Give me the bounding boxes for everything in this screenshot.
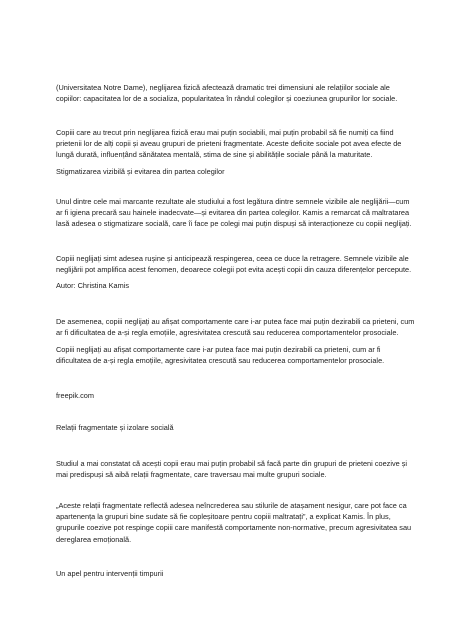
paragraph-quote-kamis [56,500,436,545]
paragraph-behaviors-repeat [56,344,436,366]
paragraph-behaviors [56,316,436,338]
text-line: freepik.com [56,391,94,400]
section-heading-fragmented [56,422,436,433]
text-line: prietenii lor de alți copii și aveau grupuri de prieteni fragmentate. Aceste deficite sociale pot avea efecte de [56,139,402,149]
text-line: copiilor: capacitatea lor de a socializa, popularitatea în rândul colegilor și coeziunea grupurilor lor sociale. [56,94,398,104]
text-line: lasă adesea o stigmatizare socială, care îi face pe colegi mai puțin dispuși să interacționeze cu copiii neglijați. [56,219,412,229]
paragraph-intro [56,82,436,104]
paragraph-sociability [56,127,436,161]
text-line: Un apel pentru intervenții timpurii [56,569,164,578]
text-line: Copiii neglijați simt adesea rușine și anticipează respingerea, ceea ce duce la retragere. Semnele vizibile ale [56,254,409,263]
section-heading-early-intervention [56,568,436,579]
section-heading-stigma [56,166,436,177]
text-line: mai predispuși să aibă relații fragmentate, care traversau mai multe grupuri sociale. [56,470,327,480]
text-line: Copiii neglijați au afișat comportamente care i-ar putea face mai puțin dezirabili ca prieteni, cum ar fi [56,345,381,354]
text-line: Copiii care au trecut prin neglijarea fizică erau mai puțin sociabili, mai puțin probabil să fie numiți ca fiind [56,128,394,137]
text-line: Stigmatizarea vizibilă și evitarea din partea colegilor [56,167,225,176]
text-line: lungă durată, influențând sănătatea mentală, stima de sine și abilitățile sociale până la maturitate. [56,150,373,160]
paragraph-visible-signs [56,196,436,230]
text-line: De asemenea, copiii neglijați au afișat comportamente care i-ar putea face mai puțin dezirabili ca prieteni, cum [56,317,415,326]
text-line: Unul dintre cele mai marcante rezultate ale studiului a fost legătura dintre semnele vizibile ale neglijării—cum [56,197,410,206]
text-line: „Aceste relații fragmentate reflectă adesea neîncrederea sau stilurile de atașament nesigur, care pot face ca [56,501,407,510]
text-line: grupurile coezive pot respinge copiii care manifestă comportamente non-normative, precum agresivitatea sau [56,523,412,533]
text-line: ar fi igiena precară sau hainele inadecvate—și evitarea din partea colegilor. Kamis a remarcat că maltratarea [56,208,410,218]
author-line [56,280,436,291]
image-source-caption [56,390,436,401]
text-line: Relații fragmentate și izolare socială [56,423,174,432]
text-line: ar fi dificultatea de a-și regla emoțiile, agresivitatea crescută sau reducerea comportamentelor prosociale. [56,328,399,338]
text-line: dificultatea de a-și regla emoțiile, agresivitatea crescută sau reducerea comportamentelor prosociale. [56,356,385,366]
paragraph-shame [56,253,436,275]
text-line: (Universitatea Notre Dame), neglijarea fizică afectează dramatic trei dimensiuni ale relațiilor sociale ale [56,83,390,92]
text-line: dereglarea emoțională. [56,534,132,544]
text-line: neglijării pot amplifica acest fenomen, deoarece colegii pot evita acești copii din cauza diferențelor percepute. [56,265,412,275]
text-line: Studiul a mai constatat că acești copii erau mai puțin probabil să facă parte din grupuri de prieteni coezive și [56,459,408,468]
text-line: apartenența la grupuri bine sudate să fie copleșitoare pentru copiii maltratați”, a explicat Kamis. În plus, [56,512,391,522]
text-line: Autor: Christina Kamis [56,281,130,290]
paragraph-cohesive-groups [56,458,436,480]
